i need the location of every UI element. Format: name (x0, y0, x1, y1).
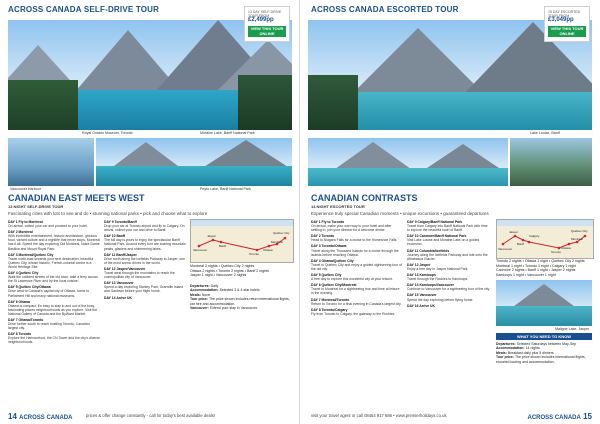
itinerary-day: DAY 12 Jasper (407, 262, 431, 267)
itinerary-day: DAY 13 Kamloops (407, 273, 436, 278)
map-label: Jasper (509, 230, 519, 234)
left-itinerary-col1 (8, 219, 100, 407)
itinerary-text: Travel north-east towards your next destination, beautiful Québec City, whose historic, French-colonial centre is a World Heritage Site. (8, 256, 94, 269)
detail-value: The price shown includes international flights, escorted touring and accommodation. (496, 355, 586, 364)
itinerary-day: DAY 4 Québec City (8, 271, 39, 276)
itinerary-day: DAY 10 Banff (104, 234, 126, 239)
itinerary-day: DAY 15 Vancouver (407, 293, 437, 298)
page-number: 15 (583, 412, 592, 421)
page-number: 14 (8, 412, 17, 421)
itinerary-day: DAY 12 Jasper/Vancouver (104, 266, 146, 271)
glacier-photo (308, 138, 508, 186)
itinerary-text: Travel along the Thousand Islands for a cruise through the islands before reaching Ottawa. (311, 248, 399, 257)
peyto-lake-photo (96, 138, 292, 186)
detail-label: Vancouver: (190, 306, 209, 311)
itinerary-day: DAY 11 Banff/Jasper (104, 252, 137, 257)
map-label: Québec City (571, 229, 588, 233)
itinerary-text: Drive west to Canada's capital city of Ottawa, home to Parliament Hill and many national museums. (8, 289, 90, 298)
left-tour-title: CANADIAN EAST MEETS WEST (8, 193, 145, 203)
page-section-label: ACROSS CANADA (527, 415, 581, 421)
map-label: Jasper (207, 234, 217, 238)
detail-value: Daily (210, 284, 219, 288)
itinerary-day: DAY 7 Montreal/Toronto (311, 297, 350, 302)
route-line-text: Montreal 2 nights • Québec City 2 nights (190, 264, 255, 268)
left-route-summary (190, 264, 294, 278)
detail-value: Extend your stay in Vancouver. (209, 306, 258, 311)
left-tour-intro: Fascinating cities with lots to see and do • stunning national parks • pick and choose what to explore (8, 211, 208, 216)
photo-caption-lake-louise: Lake Louise, Banff (530, 131, 560, 135)
price-amount: £2,499pp (248, 17, 274, 23)
route-line-text: Jasper 1 night • Vancouver 2 nights (190, 273, 247, 278)
itinerary-day: DAY 8 Toronto (8, 332, 32, 337)
right-route-summary (496, 259, 596, 277)
route-line-text: Toronto 2 nights • Ottawa 1 night • Québec City 2 nights (496, 259, 585, 263)
right-route-map (496, 219, 594, 259)
detail-label: Tour price: (190, 297, 209, 302)
detail-label: Departures: (190, 284, 210, 288)
itinerary-text: Drive north along the Icefields Parkway to Jasper, one of the most scenic drives in the world. (104, 256, 186, 265)
itinerary-text: Walk the cobbled streets of the old town, take a ferry across the St Lawrence River and try the local cuisine. (8, 275, 98, 284)
left-price-box (244, 6, 290, 42)
detail-value: Breakfast daily plus 5 dinners (507, 350, 554, 355)
detail-label: Tour price: (496, 355, 515, 360)
map-label: Calgary (529, 234, 540, 238)
itinerary-text: Spend a day exploring Stanley Park, Granville Island and Gastown before your flight home. (104, 285, 184, 294)
itinerary-day: DAY 1 Fly to Montreal (8, 220, 43, 224)
left-page-number (8, 412, 72, 421)
right-itinerary-col2 (407, 219, 491, 407)
itinerary-day: DAY 5 Québec City/Ottawa (8, 285, 51, 290)
itinerary-day: DAY 16 Arrive UK (407, 303, 435, 308)
itinerary-day: DAY 14 Arrive UK (104, 295, 132, 300)
photo-caption-vancouver: Vancouver Harbour (10, 187, 41, 191)
detail-value: Selected 3 & 4-star hotels (219, 288, 260, 293)
right-itinerary-col1 (311, 219, 403, 407)
itinerary-text: Visit Lake Louise and Moraine Lake on a guided excursion. (407, 238, 480, 247)
itinerary-text: Travel through the Rockies to Kamloops. (407, 277, 469, 282)
itinerary-text: On arrival, make your own way to your hotel and after settling in, join your director for a welcome dinner. (311, 224, 392, 233)
itinerary-text: Travel from Calgary into Banff National Park with time to explore the beautiful town of Banff. (407, 224, 488, 233)
itinerary-text: Ottawa is compact, it's easy to stay in and out of the busy, fascinating places neighbourhoods as you explore. Visit the National Gallery of Canada and the ByWard Market. (8, 303, 98, 316)
map-label: Vancouver (498, 247, 513, 251)
price-from-text: 13 DAY SELF-DRIVE TOUR FROM (248, 10, 282, 18)
itinerary-day: DAY 7 Ottawa/Toronto (8, 317, 44, 322)
right-tour-details (496, 342, 592, 406)
itinerary-day: DAY 2 Montreal (8, 230, 33, 235)
itinerary-text: Drive further south to reach bustling Toronto, Canada's largest city. (8, 322, 91, 331)
left-page-header: ACROSS CANADA SELF-DRIVE TOUR (8, 5, 160, 14)
itinerary-text: The full day is yours to enjoy the spectacular Banff National Park. Around every turn are soaring mountain peaks, glaciers and shimmering lakes. (104, 238, 186, 251)
detail-label: Accommodation: (190, 288, 219, 293)
route-line-text: Canmore 2 nights • Banff 1 night • Jasper 2 nights (496, 268, 576, 273)
detail-label: Meals: (496, 350, 507, 355)
left-footer-text: prices & offer change constantly - call for today's best available deals! (86, 413, 215, 418)
itinerary-day: DAY 13 Vancouver (104, 281, 134, 286)
detail-label: Accommodation: (496, 346, 525, 351)
photo-caption-glacier: Maligne Lake, Jasper (555, 327, 590, 331)
itinerary-text: Continue to Vancouver for a sightseeing tour of the city. (407, 287, 490, 292)
itinerary-day: DAY 14 Kamloops/Vancouver (407, 283, 454, 288)
itinerary-text: Travel west through the mountains to reach the cosmopolitan city of Vancouver. (104, 271, 175, 280)
map-label: Montreal (571, 237, 583, 241)
itinerary-text: Journey along the Icefields Parkway and ride onto the Athabasca Glacier. (407, 252, 488, 261)
mountain-small-photo (496, 280, 592, 326)
photo-caption-peyto: Peyto Lake, Banff National Park (200, 187, 251, 191)
right-footer-text: visit your travel agent or call 08454 917 686 • www.premierholidays.co.uk (311, 413, 447, 418)
itinerary-day: DAY 6 Ottawa (8, 299, 30, 304)
left-route-map (190, 219, 294, 263)
photo-caption-royal-ontario: Royal Ontario Museum, Toronto (82, 131, 133, 135)
detail-value: 14 nights (525, 346, 540, 351)
route-line-text: Montreal 1 night • Toronto 1 night • Calgary 1 night (496, 263, 577, 268)
map-label: Montreal (271, 240, 283, 244)
map-label: Banff (517, 242, 524, 246)
detail-label: Meals: (190, 292, 201, 297)
detail-value: The price shown includes return international flights, car hire and accommodation. (190, 297, 290, 306)
itinerary-text: Travel to Québec City and enjoy a guided sightseeing tour of the old city. (311, 262, 402, 271)
itinerary-day: DAY 6 Québec City/Montreal (311, 283, 357, 288)
map-label: Toronto (551, 250, 562, 254)
itinerary-day: DAY 4 Ottawa/Québec City (311, 258, 354, 263)
right-details-heading: WHAT YOU NEED TO KNOW (496, 333, 592, 340)
left-tour-subtitle: 13 NIGHT SELF-DRIVE TOUR (8, 204, 64, 209)
itinerary-text: Return to Toronto for a final evening in Canada's largest city. (311, 301, 402, 306)
train-photo (510, 138, 592, 186)
right-page (300, 0, 600, 424)
itinerary-day: DAY 1 Fly to Toronto (311, 220, 345, 224)
map-label: Québec City (273, 231, 290, 235)
map-label: Ottawa (561, 246, 571, 250)
right-page-number (528, 412, 592, 421)
right-price-box (544, 6, 590, 42)
view-tour-online-button[interactable]: VIEW THIS TOUR ONLINE (548, 26, 586, 37)
itinerary-day: DAY 9 Calgary/Banff National Park (407, 220, 463, 224)
itinerary-text: Enjoy a free day in Jasper National Park. (407, 266, 469, 271)
itinerary-day: DAY 3 Toronto/Ottawa (311, 244, 347, 249)
itinerary-text: On arrival, collect your car and proceed to your hotel. (8, 224, 88, 229)
itinerary-day: DAY 8 Toronto/Calgary (311, 307, 348, 312)
itinerary-text: Explore the Harbourfront, the CN Tower and the city's diverse neighbourhoods. (8, 336, 100, 345)
itinerary-text: Spend the day exploring before flying home. (407, 297, 474, 302)
left-tour-details (190, 284, 292, 404)
itinerary-text: Head to Niagara Falls for a cruise to the Horseshoe Falls. (311, 238, 398, 243)
price-from-text: 15 DAY ESCORTED TOUR FROM (548, 10, 581, 18)
itinerary-day: DAY 9 Toronto/Banff (104, 220, 137, 224)
left-itinerary-col2 (104, 219, 186, 407)
route-line-text: Ottawa 2 nights • Toronto 2 nights • Banff 2 nights (190, 268, 269, 273)
detail-value: Selected Saturdays between May-Sep (516, 342, 577, 346)
itinerary-text: With incredible entertainment, historic architecture, glorious food, vibrant culture and a nightlife that never stops, Montreal has it all. Spend the day exploring Old Montreal, Notre-Dame Basilica and Mount Royal Park. (8, 234, 100, 251)
itinerary-day: DAY 10 Canmore/Banff National Park (407, 234, 467, 239)
photo-caption-moraine: Moraine Lake, Banff National Park (200, 131, 255, 135)
detail-label: Departures: (496, 342, 516, 346)
itinerary-text: Drop your car at Toronto airport and fly to Calgary. On arrival, collect your car and drive to Banff. (104, 224, 185, 233)
itinerary-day: DAY 3 Montreal/Québec City (8, 252, 54, 257)
map-label: Vancouver (193, 248, 208, 252)
itinerary-text: Fly from Toronto to Calgary, the gateway to the Rockies. (311, 311, 396, 316)
right-tour-intro: Experience truly special Canadian moments • unique excursions • guaranteed departures (311, 211, 489, 216)
route-line-text: Kamloops 1 night • Vancouver 1 night (496, 272, 556, 277)
map-label: Banff (219, 244, 226, 248)
map-label: Toronto (249, 252, 260, 256)
right-tour-subtitle: 14 NIGHT ESCORTED TOUR (311, 204, 365, 209)
vancouver-photo (8, 138, 94, 186)
page-section-label: ACROSS CANADA (19, 415, 73, 421)
view-tour-online-button[interactable]: VIEW THIS TOUR ONLINE (248, 26, 286, 37)
right-page-header: ACROSS CANADA ESCORTED TOUR (311, 5, 459, 14)
detail-value: None (201, 292, 211, 297)
itinerary-day: DAY 2 Toronto (311, 234, 335, 239)
map-label: Ottawa (263, 248, 273, 252)
itinerary-day: DAY 11 Columbia/Icefields (407, 248, 450, 253)
itinerary-day: DAY 5 Québec City (311, 273, 342, 278)
itinerary-text: Travel to Montreal for a sightseeing tour and time at leisure in the evening. (311, 287, 400, 296)
right-tour-title: CANADIAN CONTRASTS (311, 193, 418, 203)
itinerary-text: A free day to explore this wonderful city at your leisure. (311, 277, 394, 282)
price-amount: £3,049pp (548, 17, 574, 23)
